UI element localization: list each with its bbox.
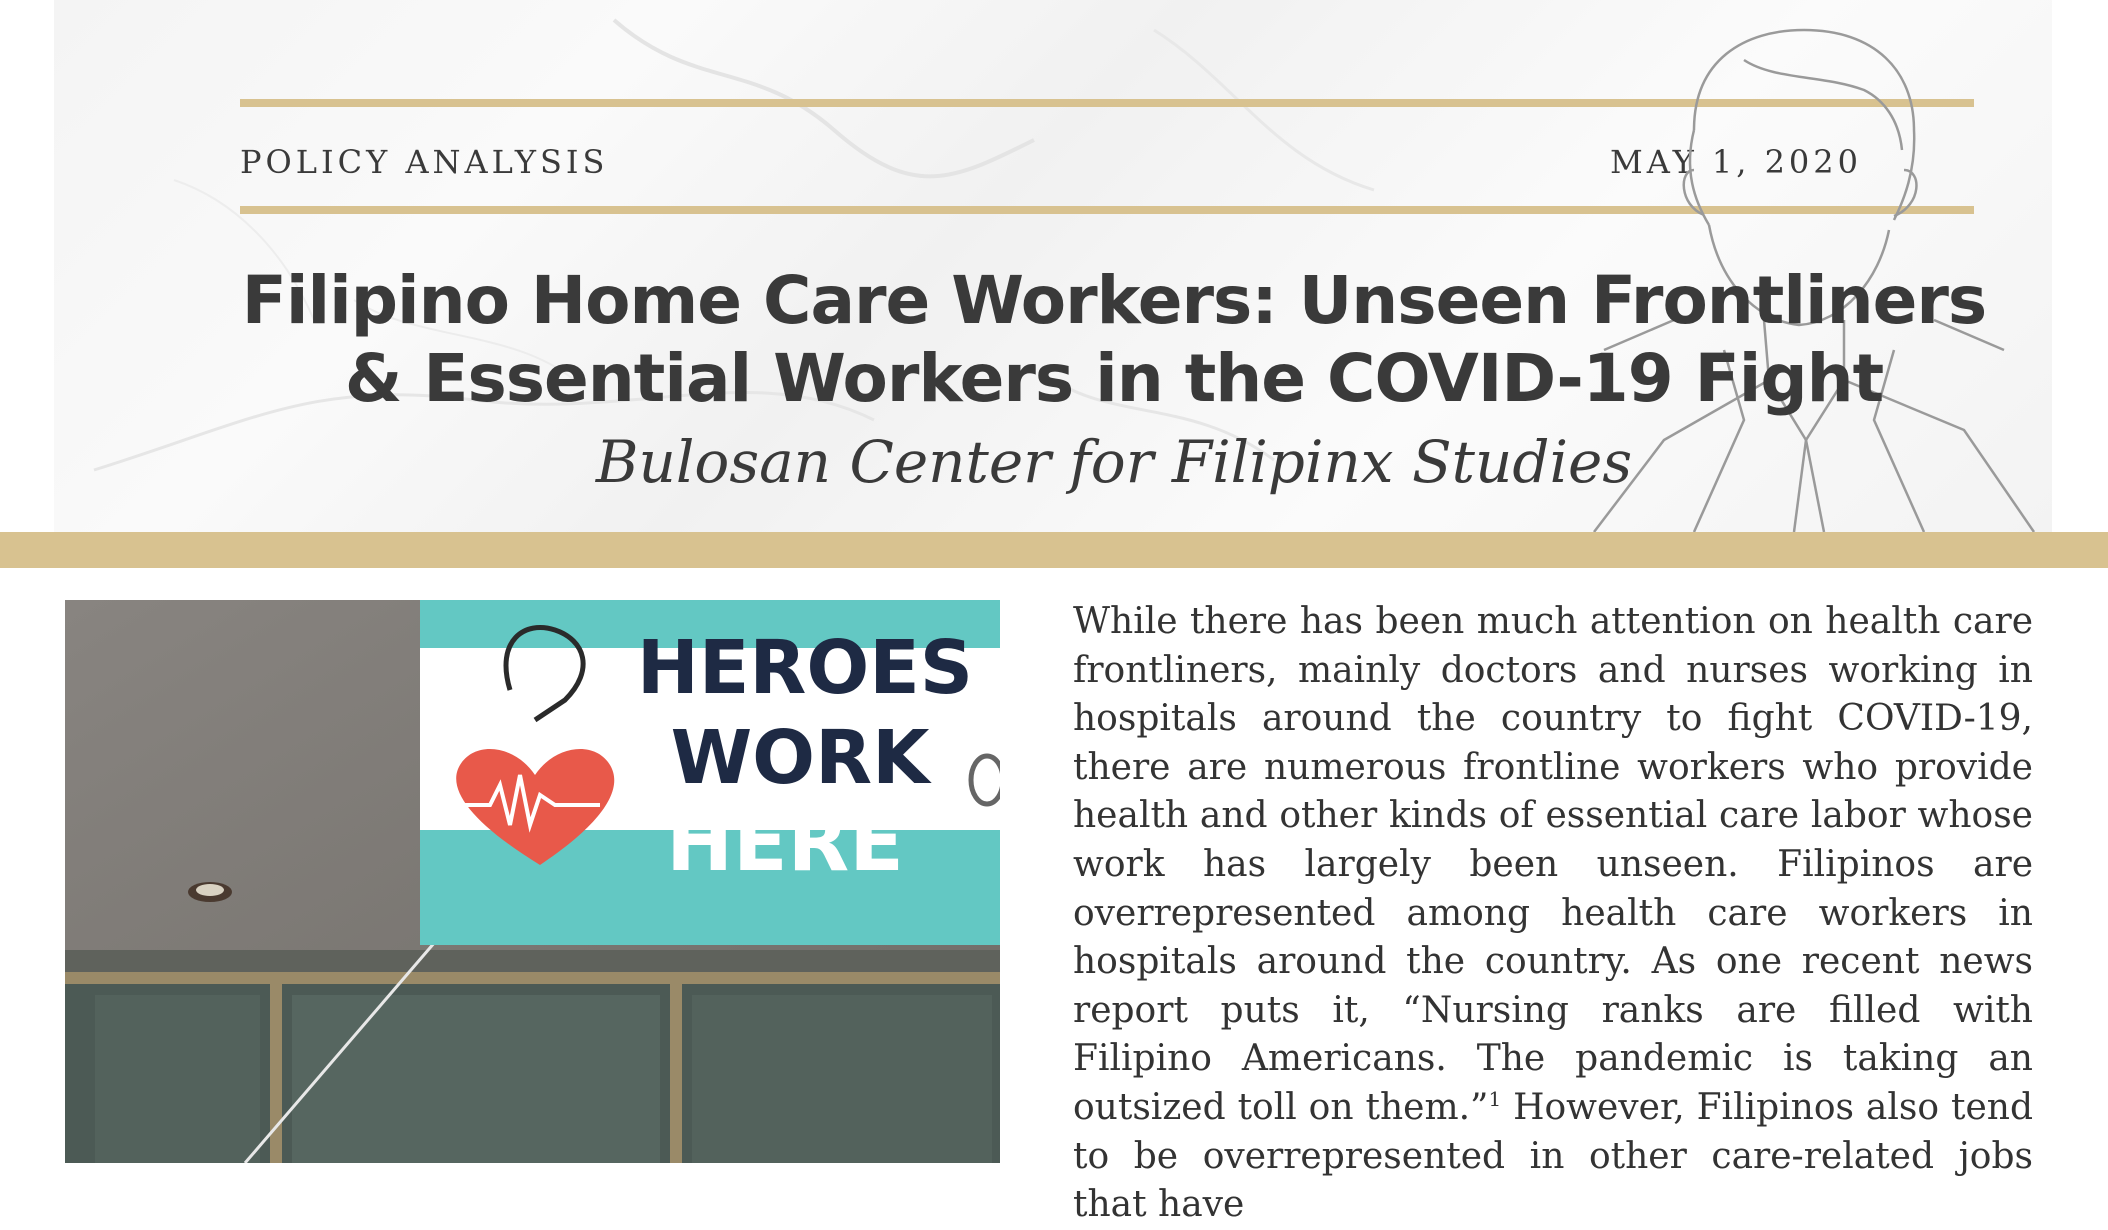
body-text-part-2: However, Filipinos also tend to be overrepresented in other care-related jobs that have xyxy=(1073,1086,2034,1226)
gold-divider-band xyxy=(0,532,2108,568)
page-title xyxy=(154,262,2052,418)
banner-line-2: WORK xyxy=(670,715,930,801)
body-paragraph xyxy=(1073,598,2033,1230)
body-text-part-1: While there has been much attention on health care frontliners, mainly doctors and nurses working in hospitals around the country to fight COVID-19, there are numerous frontline workers who provide health and other kinds of essential care labor whose work has largely been unseen. Filipinos are overrepresented among health care workers in hospitals around the country. As one recent news report puts it, “Nursing ranks are filled with Filipino Americans. The pandemic is taking an outsized toll on them.” xyxy=(1073,601,2033,1128)
category-label: POLICY ANALYSIS xyxy=(240,143,609,181)
subtitle: Bulosan Center for Filipinx Studies xyxy=(595,428,1633,496)
header-banner xyxy=(54,0,2052,532)
title-line-1: Filipino Home Care Workers: Unseen Frontliners xyxy=(241,262,1987,339)
banner-line-3: HERE xyxy=(666,796,904,889)
heroes-banner xyxy=(420,600,1000,945)
heroes-banner-photo xyxy=(65,600,1000,1163)
footnote-marker[interactable]: 1 xyxy=(1488,1086,1502,1111)
date-label: MAY 1, 2020 xyxy=(1609,143,1862,181)
banner-line-1: HEROES xyxy=(636,625,974,711)
window-frames xyxy=(65,972,1000,1163)
title-line-2: & Essential Workers in the COVID-19 Fight xyxy=(344,340,1884,417)
